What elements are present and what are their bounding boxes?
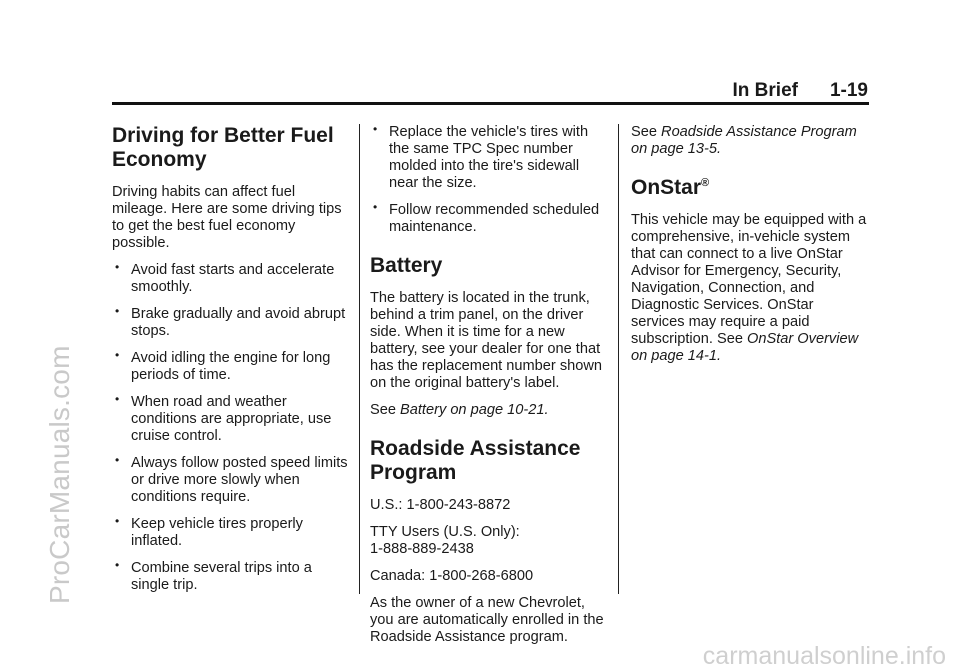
bullet-icon: • (115, 392, 120, 406)
list-item: • Avoid idling the engine for long periods of time. (115, 348, 331, 383)
bullet-icon: • (115, 348, 120, 362)
fuel-economy-heading: Driving for Better Fuel Economy (112, 124, 334, 171)
list-item: • Avoid fast starts and accelerate smoothly. (115, 260, 335, 295)
column-divider (618, 124, 619, 594)
bullet-icon: • (373, 122, 378, 136)
bullet-icon: • (115, 453, 120, 467)
side-watermark: ProCarManuals.com (44, 345, 75, 604)
battery-reference-link[interactable]: Battery on page 10-21 (400, 402, 545, 418)
page-header (733, 80, 868, 102)
header-rule (112, 102, 869, 105)
bullet-icon: • (373, 200, 378, 214)
battery-heading: Battery (370, 254, 443, 277)
battery-see-also: See Battery on page 10-21. (370, 402, 549, 418)
bullet-icon: • (115, 558, 120, 572)
onstar-body: This vehicle may be equipped with a comprehensive, in-vehicle system that can connect to a live OnStar Advisor for Emergency, Security, Navigation, Connection, and Diagnostic Services. OnStar services may require a paid subscription. See OnStar Overview on page 14-1. (631, 212, 867, 364)
page-number: 1-19 (829, 80, 868, 101)
registered-mark: ® (701, 177, 710, 189)
column-2 (370, 124, 606, 656)
roadside-tty: TTY Users (U.S. Only): 1-888-889-2438 (370, 524, 520, 557)
list-item: • Keep vehicle tires properly inflated. (115, 514, 303, 549)
fuel-economy-intro: Driving habits can affect fuel mileage. Here are some driving tips to get the best fuel economy possible. (112, 184, 342, 251)
column-3 (631, 124, 869, 375)
list-item: • When road and weather conditions are appropriate, use cruise control. (115, 392, 332, 444)
bullet-icon: • (115, 260, 120, 274)
bullet-icon: • (115, 514, 120, 528)
column-divider (359, 124, 360, 594)
bullet-icon: • (115, 304, 120, 318)
battery-body: The battery is located in the trunk, behind a trim panel, on the driver side. When it is time for a new battery, see your dealer for one that has the replacement number shown on the original battery's label. (370, 290, 603, 391)
roadside-see-also: See Roadside Assistance Program on page 13-5. (631, 124, 857, 157)
onstar-heading: OnStar® (631, 176, 710, 199)
section-title: In Brief (732, 80, 798, 101)
list-item: • Always follow posted speed limits or drive more slowly when conditions require. (115, 453, 348, 505)
fuel-tips-list (112, 262, 348, 594)
roadside-body: As the owner of a new Chevrolet, you are automatically enrolled in the Roadside Assistance program. (370, 595, 604, 645)
fuel-tips-list-continued (370, 124, 606, 236)
list-item: • Brake gradually and avoid abrupt stops. (115, 304, 346, 339)
column-1 (112, 124, 348, 604)
roadside-us-phone: U.S.: 1-800-243-8872 (370, 497, 511, 513)
roadside-heading: Roadside Assistance Program (370, 437, 581, 484)
list-item: • Follow recommended scheduled maintenance. (373, 200, 600, 235)
list-item: • Replace the vehicle's tires with the same TPC Spec number molded into the tire's sidewall near the size. (373, 122, 589, 191)
list-item: • Combine several trips into a single trip. (115, 558, 312, 593)
roadside-canada-phone: Canada: 1-800-268-6800 (370, 568, 534, 584)
onstar-reference-link[interactable]: OnStar Overview on page 14-1 (631, 331, 859, 364)
roadside-reference-link[interactable]: Roadside Assistance Program on page 13-5 (631, 124, 857, 157)
bottom-watermark: carmanualsonline.info (702, 642, 946, 670)
